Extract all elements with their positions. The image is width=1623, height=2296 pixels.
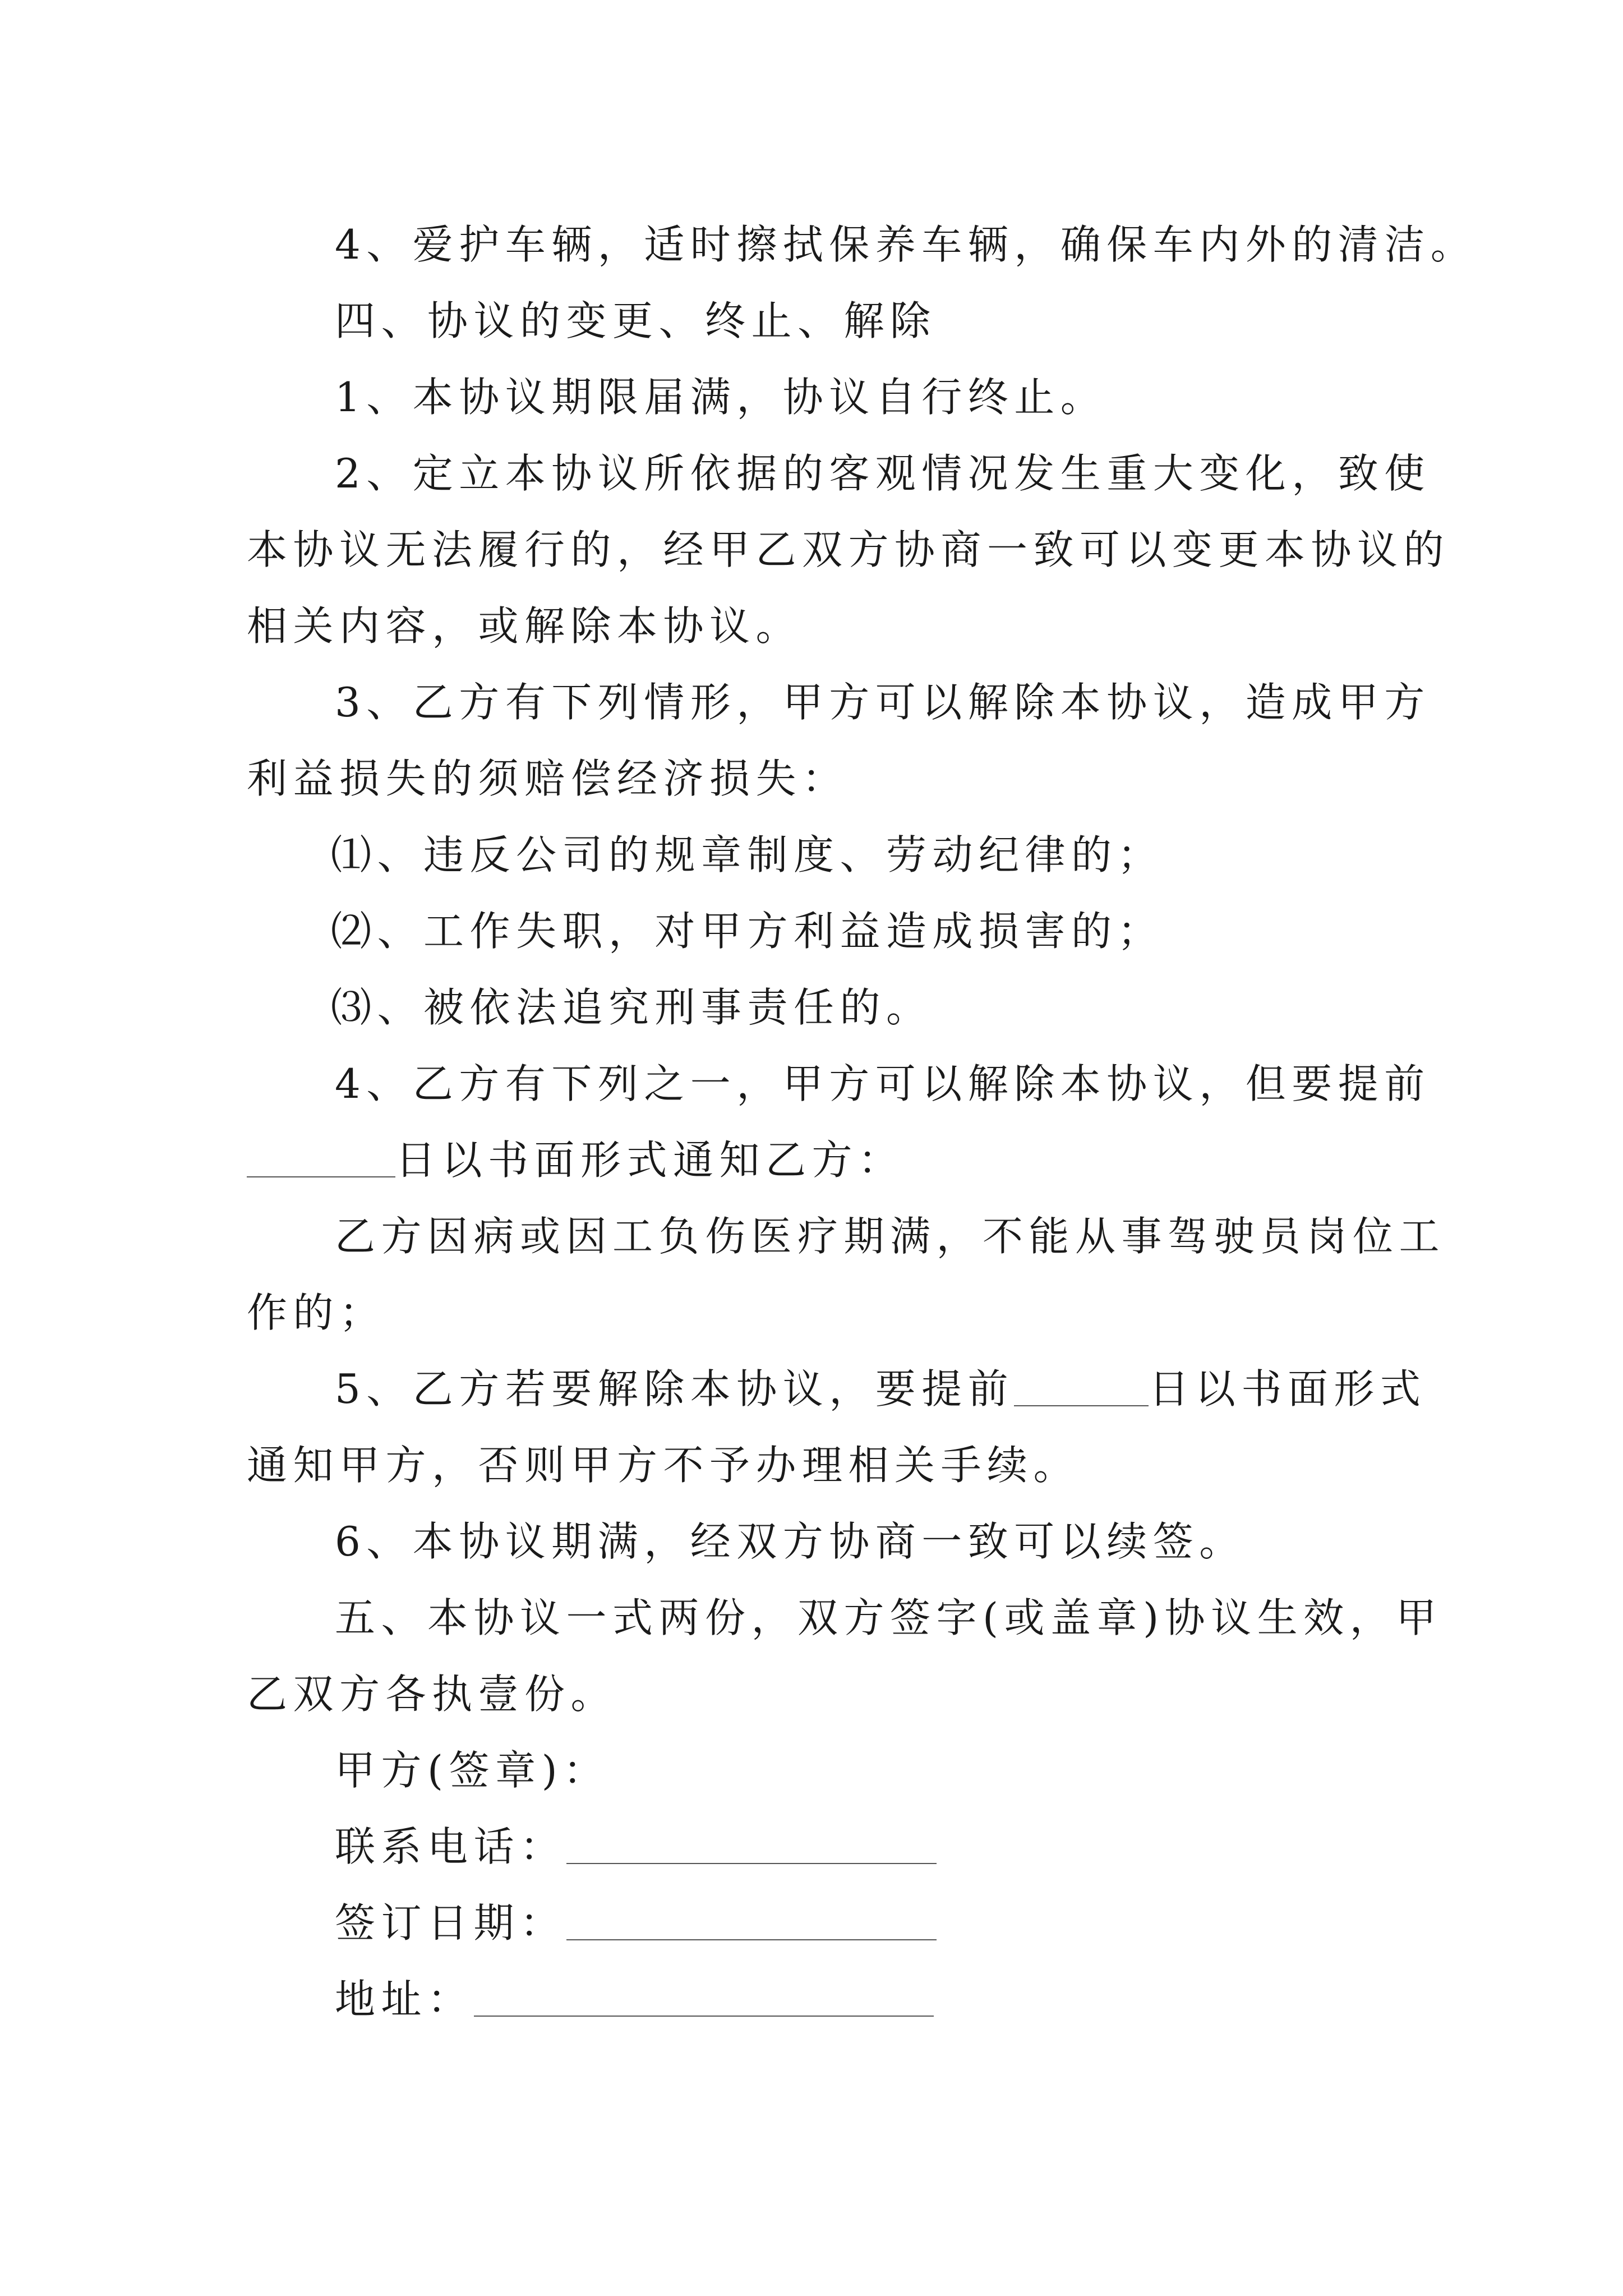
phone-row [335, 1819, 937, 1875]
sub-item-3: ⑶、被依法追究刑事责任的。 [331, 984, 933, 1031]
clause-6-renewal: 6、本协议期满，经双方协商一致可以续签。 [335, 1518, 1246, 1565]
clause-2-line-1: 2、定立本协议所依据的客观情况发生重大变化，致使 [335, 450, 1431, 497]
clause-4-care-vehicle: 4、爱护车辆，适时擦拭保养车辆，确保车内外的清洁。 [335, 221, 1477, 268]
address-label: 地址： [335, 1976, 474, 2023]
address-field[interactable] [474, 2015, 934, 2017]
sub-item-2: ⑵、工作失职，对甲方利益造成损害的； [331, 908, 1164, 955]
date-label: 签订日期： [335, 1899, 566, 1947]
sub-item-1: ⑴、违反公司的规章制度、劳动纪律的； [331, 831, 1164, 878]
clause-2-line-3: 相关内容，或解除本协议。 [247, 602, 803, 650]
clause-4-item-line-2: 作的； [247, 1289, 386, 1336]
clause-4-line-1: 4、乙方有下列之一，甲方可以解除本协议，但要提前 [335, 1060, 1431, 1107]
party-a-signature-label: 甲方(签章)： [335, 1747, 610, 1794]
section-5-line-1: 五、本协议一式两份，双方签字(或盖章)协议生效，甲 [335, 1594, 1442, 1641]
section-5-line-2: 乙双方各执壹份。 [247, 1671, 617, 1718]
address-row [335, 1971, 934, 2027]
clause-5-line-1 [335, 1361, 1426, 1417]
date-row [335, 1895, 937, 1951]
clause-3-line-1: 3、乙方有下列情形，甲方可以解除本协议，造成甲方 [335, 679, 1431, 726]
blank-days-notice-1[interactable] [247, 1176, 395, 1177]
blank-days-notice-2[interactable] [1014, 1405, 1149, 1406]
clause-2-line-2: 本协议无法履行的，经甲乙双方协商一致可以变更本协议的 [247, 526, 1450, 573]
clause-3-line-2: 利益损失的须赔偿经济损失： [247, 755, 849, 802]
section-heading-4: 四、协议的变更、终止、解除 [335, 297, 937, 344]
clause-5-line-1-text-b: 日以书面形式 [1149, 1365, 1427, 1412]
clause-5-line-2: 通知甲方，否则甲方不予办理相关手续。 [247, 1442, 1080, 1489]
phone-label: 联系电话： [335, 1823, 566, 1870]
clause-1-expiry: 1、本协议期限届满，协议自行终止。 [335, 374, 1107, 421]
clause-4-item-line-1: 乙方因病或因工负伤医疗期满，不能从事驾驶员岗位工 [335, 1213, 1446, 1260]
clause-4-line-2 [247, 1132, 905, 1188]
date-field[interactable] [566, 1939, 937, 1940]
clause-4-line-2-text: 日以书面形式通知乙方： [395, 1137, 905, 1184]
clause-5-line-1-text-a: 5、乙方若要解除本协议，要提前 [335, 1365, 1015, 1412]
phone-field[interactable] [566, 1862, 937, 1864]
